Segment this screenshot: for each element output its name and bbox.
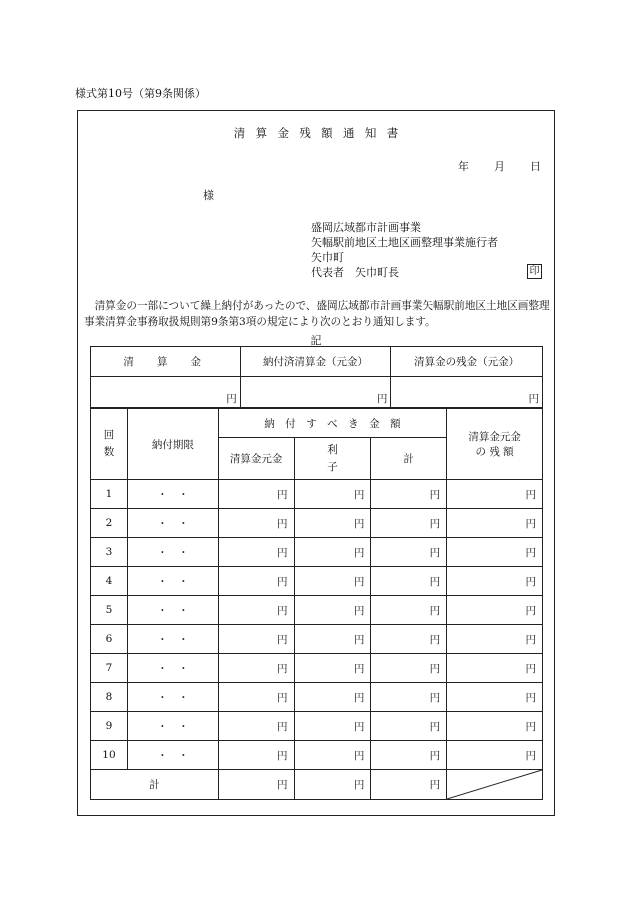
payment-schedule-table [90, 408, 543, 800]
remaining-balance-cell[interactable]: 円 [447, 741, 543, 770]
total-cell[interactable]: 円 [371, 567, 447, 596]
principal-cell[interactable]: 円 [218, 683, 294, 712]
header-interest: 利子 [294, 438, 371, 480]
deadline-cell[interactable]: ・ ・ [127, 683, 218, 712]
total-cell[interactable]: 円 [371, 741, 447, 770]
total-cell[interactable]: 円 [371, 712, 447, 741]
interest-cell[interactable]: 円 [294, 596, 371, 625]
settlement-amount-cell[interactable]: 円 [91, 377, 241, 408]
round-number-cell: 4 [91, 567, 128, 596]
total-cell[interactable]: 円 [371, 480, 447, 509]
total-principal-cell[interactable]: 円 [218, 770, 294, 800]
round-number-cell: 1 [91, 480, 128, 509]
header-settlement-amount: 清 算 金 [91, 347, 241, 377]
interest-cell[interactable]: 円 [294, 712, 371, 741]
form-number-label: 様式第10号（第9条関係） [75, 87, 206, 100]
round-number-cell: 9 [91, 712, 128, 741]
interest-cell[interactable]: 円 [294, 567, 371, 596]
remaining-principal-cell[interactable]: 円 [391, 377, 543, 408]
round-number-cell: 5 [91, 596, 128, 625]
remaining-balance-cell[interactable]: 円 [447, 712, 543, 741]
summary-table [90, 346, 543, 408]
round-number-cell: 3 [91, 538, 128, 567]
total-cell[interactable]: 円 [371, 654, 447, 683]
deadline-cell[interactable]: ・ ・ [127, 538, 218, 567]
remaining-balance-cell[interactable]: 円 [447, 538, 543, 567]
total-interest-cell[interactable]: 円 [294, 770, 371, 800]
total-cell[interactable]: 円 [371, 596, 447, 625]
issuer-line-4: 代表者 矢巾町長 [311, 266, 399, 279]
issuer-line-3: 矢巾町 [311, 251, 344, 264]
header-remaining-principal: 清算金の残金（元金） [391, 347, 543, 377]
document-title: 清算金残額通知書 [233, 126, 409, 140]
table-row [91, 654, 543, 683]
table-row [91, 480, 543, 509]
total-cell[interactable]: 円 [371, 625, 447, 654]
remaining-balance-cell[interactable]: 円 [447, 596, 543, 625]
principal-cell[interactable]: 円 [218, 741, 294, 770]
table-row [91, 741, 543, 770]
principal-cell[interactable]: 円 [218, 625, 294, 654]
header-round: 回数 [91, 409, 128, 480]
seal-mark: 印 [527, 264, 542, 279]
paid-principal-cell[interactable]: 円 [240, 377, 391, 408]
interest-cell[interactable]: 円 [294, 509, 371, 538]
header-paid-principal: 納付済清算金（元金） [240, 347, 391, 377]
total-sum-cell[interactable]: 円 [371, 770, 447, 800]
table-row [91, 596, 543, 625]
remaining-balance-cell[interactable]: 円 [447, 625, 543, 654]
header-remaining-balance [447, 409, 543, 480]
date-year-label: 年 [458, 160, 469, 173]
deadline-cell[interactable]: ・ ・ [127, 567, 218, 596]
interest-cell[interactable]: 円 [294, 625, 371, 654]
deadline-cell[interactable]: ・ ・ [127, 712, 218, 741]
interest-cell[interactable]: 円 [294, 683, 371, 712]
table-row [91, 712, 543, 741]
header-principal: 清算金元金 [218, 438, 294, 480]
total-row-label: 計 [91, 770, 219, 800]
deadline-cell[interactable]: ・ ・ [127, 596, 218, 625]
table-row [91, 538, 543, 567]
principal-cell[interactable]: 円 [218, 712, 294, 741]
header-deadline: 納付期限 [127, 409, 218, 480]
principal-cell[interactable]: 円 [218, 654, 294, 683]
table-row [91, 625, 543, 654]
deadline-cell[interactable]: ・ ・ [127, 509, 218, 538]
header-remaining-line-2: の 残 額 [475, 446, 514, 458]
notice-body-text: 清算金の一部について繰上納付があったので、盛岡広域都市計画事業矢幅駅前地区土地区画整理事業清算金事務取扱規則第9条第3項の規定により次のとおり通知します。 [84, 300, 550, 328]
header-remaining-line-1: 清算金元金 [468, 431, 521, 443]
remaining-balance-cell[interactable]: 円 [447, 683, 543, 712]
deadline-cell[interactable]: ・ ・ [127, 741, 218, 770]
total-cell[interactable]: 円 [371, 683, 447, 712]
deadline-cell[interactable]: ・ ・ [127, 625, 218, 654]
round-number-cell: 6 [91, 625, 128, 654]
header-total: 計 [371, 438, 447, 480]
principal-cell[interactable]: 円 [218, 509, 294, 538]
round-number-cell: 10 [91, 741, 128, 770]
total-remaining-diagonal-cell [447, 770, 543, 800]
addressee-suffix: 様 [203, 189, 214, 202]
table-row [91, 509, 543, 538]
interest-cell[interactable]: 円 [294, 480, 371, 509]
round-number-cell: 2 [91, 509, 128, 538]
deadline-cell[interactable]: ・ ・ [127, 480, 218, 509]
date-day-label: 日 [530, 160, 541, 173]
total-cell[interactable]: 円 [371, 509, 447, 538]
remaining-balance-cell[interactable]: 円 [447, 480, 543, 509]
principal-cell[interactable]: 円 [218, 567, 294, 596]
deadline-cell[interactable]: ・ ・ [127, 654, 218, 683]
issuer-line-1: 盛岡広域都市計画事業 [311, 221, 421, 234]
date-month-label: 月 [494, 160, 505, 173]
ki-heading: 記 [310, 334, 322, 347]
remaining-balance-cell[interactable]: 円 [447, 509, 543, 538]
remaining-balance-cell[interactable]: 円 [447, 654, 543, 683]
interest-cell[interactable]: 円 [294, 654, 371, 683]
round-number-cell: 8 [91, 683, 128, 712]
round-number-cell: 7 [91, 654, 128, 683]
remaining-balance-cell[interactable]: 円 [447, 567, 543, 596]
table-row [91, 683, 543, 712]
issuer-line-2: 矢幅駅前地区土地区画整理事業施行者 [311, 236, 498, 249]
header-amount-due: 納付すべき金額 [218, 409, 446, 438]
principal-cell[interactable]: 円 [218, 480, 294, 509]
table-row [91, 567, 543, 596]
diagonal-line [447, 770, 542, 799]
interest-cell[interactable]: 円 [294, 538, 371, 567]
total-cell[interactable]: 円 [371, 538, 447, 567]
principal-cell[interactable]: 円 [218, 538, 294, 567]
principal-cell[interactable]: 円 [218, 596, 294, 625]
interest-cell[interactable]: 円 [294, 741, 371, 770]
